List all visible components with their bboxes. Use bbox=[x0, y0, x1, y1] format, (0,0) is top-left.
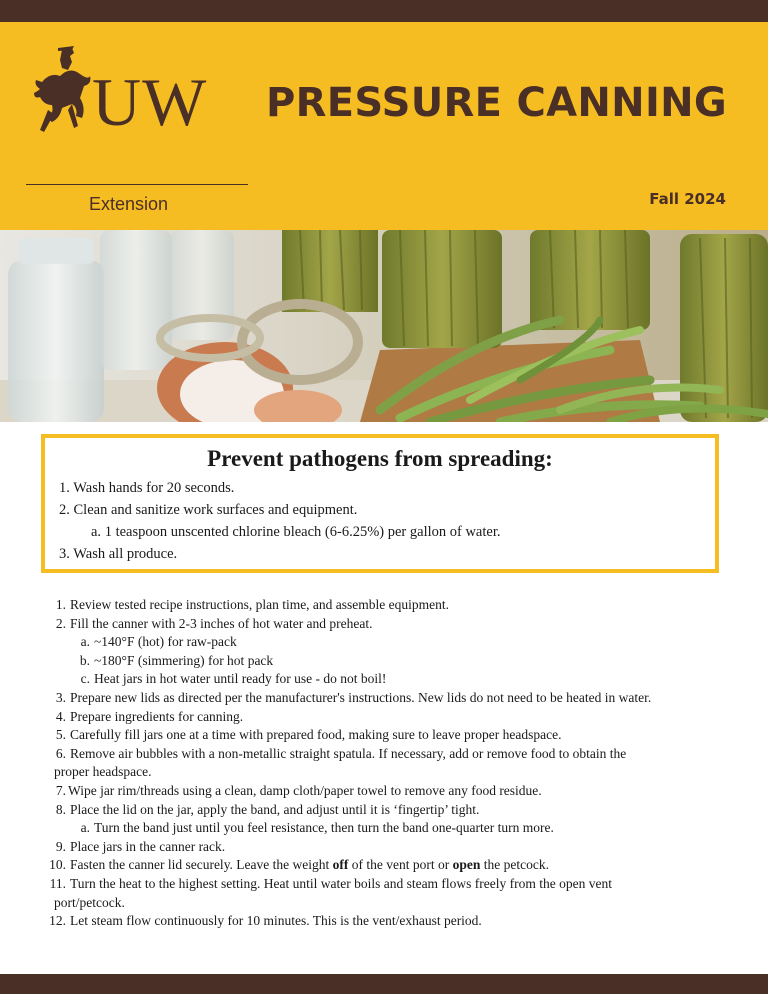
item-text: ~140°F (hot) for raw-pack bbox=[94, 634, 237, 650]
item-text-part: the petcock. bbox=[480, 857, 550, 873]
list-item-continuation: proper headspace. bbox=[54, 764, 152, 780]
item-text: Clean and sanitize work surfaces and equipment. bbox=[73, 502, 358, 518]
item-number: 2. bbox=[59, 502, 70, 518]
item-number: 10. bbox=[49, 857, 66, 873]
logo-letters: UW bbox=[92, 64, 208, 140]
list-item bbox=[36, 856, 736, 875]
list-item bbox=[59, 521, 701, 543]
callout-list bbox=[59, 477, 701, 565]
list-item bbox=[36, 726, 736, 745]
list-item bbox=[36, 875, 736, 894]
emphasis-off: off bbox=[332, 857, 349, 873]
item-number: b. bbox=[79, 652, 90, 668]
item-text: Carefully fill jars one at a time with prepared food, making sure to leave proper headspace. bbox=[70, 727, 562, 743]
list-item bbox=[36, 596, 736, 615]
item-number: 1. bbox=[55, 597, 66, 612]
item-text bbox=[70, 856, 736, 875]
item-number: 9. bbox=[55, 838, 66, 854]
item-text: Prepare new lids as directed per the manufacturer's instructions. New lids do not need to be heated in water. bbox=[70, 689, 652, 705]
logo-extension-label: Extension bbox=[89, 194, 169, 214]
bottom-border-bar bbox=[0, 974, 768, 994]
list-item bbox=[36, 782, 736, 801]
canning-jars-green-beans-photo bbox=[0, 230, 768, 422]
item-text: Remove air bubbles with a non-metallic straight spatula. If necessary, add or remove food to obtain the bbox=[70, 745, 627, 761]
item-number: 7. bbox=[55, 782, 66, 798]
item-number: a. bbox=[80, 634, 90, 650]
uw-extension-logo bbox=[26, 46, 252, 226]
item-text: Place jars in the canner rack. bbox=[70, 838, 226, 854]
list-item bbox=[59, 543, 701, 565]
item-text: Place the lid on the jar, apply the band, and adjust until it is ‘fingertip’ tight. bbox=[70, 801, 480, 817]
emphasis-open: open bbox=[452, 857, 481, 873]
item-text: Prepare ingredients for canning. bbox=[70, 708, 244, 724]
canning-steps-list bbox=[36, 596, 736, 931]
item-text: ~180°F (simmering) for hot pack bbox=[94, 652, 274, 668]
item-text-part: of the vent port or bbox=[348, 857, 453, 873]
item-number: 8. bbox=[55, 801, 66, 817]
item-number: 2. bbox=[55, 615, 66, 631]
item-text: Turn the band just until you feel resistance, then turn the band one-quarter turn more. bbox=[94, 820, 554, 836]
list-item bbox=[36, 745, 736, 764]
list-item bbox=[36, 615, 736, 634]
item-number: c. bbox=[80, 671, 90, 687]
pathogen-prevention-callout bbox=[41, 434, 719, 573]
list-item bbox=[36, 912, 736, 931]
item-number: 11. bbox=[49, 875, 66, 891]
item-number: 1. bbox=[59, 480, 70, 496]
item-text: Turn the heat to the highest setting. Heat until water boils and steam flows freely from the open vent bbox=[70, 875, 613, 891]
item-text: Fill the canner with 2-3 inches of hot water and preheat. bbox=[70, 615, 373, 631]
list-item-continuation: port/petcock. bbox=[54, 894, 125, 910]
item-number: 6. bbox=[55, 745, 66, 761]
callout-title: Prevent pathogens from spreading: bbox=[207, 446, 553, 471]
bucking-horse-icon bbox=[32, 46, 94, 146]
top-border-bar bbox=[0, 0, 768, 22]
item-text: Wipe jar rim/threads using a clean, damp cloth/paper towel to remove any food residue. bbox=[68, 782, 542, 798]
list-item bbox=[36, 633, 736, 652]
item-text-part: Fasten the canner lid securely. Leave the weight bbox=[70, 857, 333, 873]
list-item bbox=[36, 838, 736, 857]
list-item bbox=[36, 708, 736, 727]
item-number: 4. bbox=[55, 708, 66, 724]
page-title: PRESSURE CANNING bbox=[266, 80, 728, 126]
list-item bbox=[59, 499, 701, 521]
list-item bbox=[59, 477, 701, 499]
list-item bbox=[36, 689, 736, 708]
list-item bbox=[36, 670, 736, 689]
item-text: Wash all produce. bbox=[73, 546, 178, 562]
item-number: 3. bbox=[59, 546, 70, 562]
season-label: Fall 2024 bbox=[649, 190, 726, 208]
list-item bbox=[36, 801, 736, 820]
item-text: Let steam flow continuously for 10 minutes. This is the vent/exhaust period. bbox=[70, 913, 482, 929]
logo-divider bbox=[26, 184, 248, 185]
item-text: 1 teaspoon unscented chlorine bleach (6-6.25%) per gallon of water. bbox=[104, 524, 501, 540]
item-number: 12. bbox=[49, 913, 66, 929]
item-number: a. bbox=[91, 524, 102, 540]
item-text: Review tested recipe instructions, plan time, and assemble equipment. bbox=[70, 597, 450, 612]
item-text: Heat jars in hot water until ready for use - do not boil! bbox=[94, 671, 387, 687]
item-number: 5. bbox=[55, 727, 66, 743]
header-banner bbox=[0, 22, 768, 230]
item-number: 3. bbox=[55, 689, 66, 705]
item-number: a. bbox=[80, 820, 90, 836]
list-item bbox=[36, 819, 736, 838]
item-text: Wash hands for 20 seconds. bbox=[73, 480, 235, 496]
list-item bbox=[36, 652, 736, 671]
